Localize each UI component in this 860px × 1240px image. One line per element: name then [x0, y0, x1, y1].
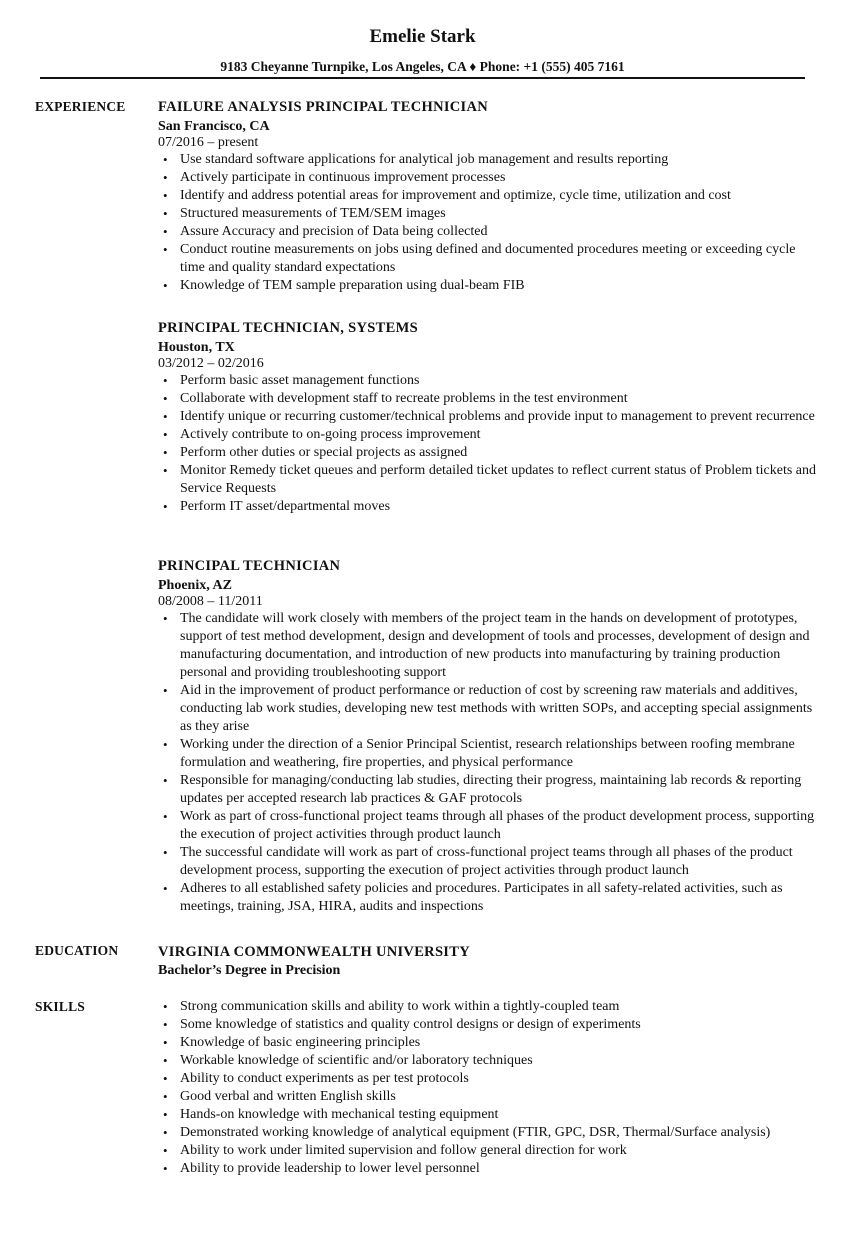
- bullet-icon: •: [163, 445, 168, 460]
- list-item: • Actively contribute to on-going process improvement: [163, 427, 481, 442]
- bullet-icon: •: [163, 224, 168, 239]
- contact-line: 9183 Cheyanne Turnpike, Los Angeles, CA ♦ Phone: +1 (555) 405 7161: [220, 59, 625, 74]
- bullet-icon: •: [163, 278, 168, 293]
- job-title: PRINCIPAL TECHNICIAN, SYSTEMS: [158, 320, 418, 336]
- school-name: VIRGINIA COMMONWEALTH UNIVERSITY: [158, 944, 470, 960]
- bullet-icon: •: [163, 463, 168, 478]
- list-item: • Responsible for managing/conducting lab studies, directing their progress, maintaining lab records & reporting updates per accepted research lab practices & GAF protocols: [163, 773, 802, 806]
- bullet-icon: •: [163, 809, 168, 824]
- list-item: • Knowledge of basic engineering principles: [163, 1035, 421, 1050]
- list-item: • Knowledge of TEM sample preparation using dual-beam FIB: [163, 278, 525, 293]
- bullet-icon: •: [163, 170, 168, 185]
- bullet-icon: •: [163, 1125, 168, 1140]
- list-item: • Perform basic asset management functions: [163, 373, 420, 388]
- bullet-icon: •: [163, 683, 168, 698]
- list-item: • Work as part of cross-functional project teams through all phases of the product development process, supporting the execution of project activities through product launch: [163, 809, 815, 842]
- job-bullets: [158, 151, 818, 295]
- job-location: San Francisco, CA: [158, 119, 270, 134]
- bullet-icon: •: [163, 737, 168, 752]
- bullet-icon: •: [163, 1143, 168, 1158]
- bullet-icon: •: [163, 881, 168, 896]
- job-entry-2: [158, 319, 818, 516]
- list-item: • Ability to conduct experiments as per test protocols: [163, 1071, 469, 1086]
- education-heading: EDUCATION: [35, 943, 119, 958]
- job-entry-1: [158, 98, 818, 295]
- bullet-icon: •: [163, 1107, 168, 1122]
- list-item: • Demonstrated working knowledge of analytical equipment (FTIR, GPC, DSR, Thermal/Surface analysis): [163, 1125, 771, 1140]
- bullet-icon: •: [163, 152, 168, 167]
- job-dates: 08/2008 – 11/2011: [158, 594, 263, 609]
- bullet-icon: •: [163, 409, 168, 424]
- bullet-icon: •: [163, 188, 168, 203]
- list-item: • Monitor Remedy ticket queues and perform detailed ticket updates to reflect current status of Problem tickets and Service Requests: [163, 463, 817, 496]
- bullet-icon: •: [163, 1089, 168, 1104]
- list-item: • Ability to work under limited supervision and follow general direction for work: [163, 1143, 627, 1158]
- skills-list: [158, 998, 818, 1178]
- bullet-icon: •: [163, 242, 168, 257]
- bullet-icon: •: [163, 845, 168, 860]
- job-bullets: [158, 372, 818, 516]
- list-item: • Adheres to all established safety policies and procedures. Participates in all safety-related activities, such as meetings, training, JSA, HIRA, audits and inspections: [163, 881, 783, 914]
- list-item: • Ability to provide leadership to lower level personnel: [163, 1161, 480, 1176]
- list-item: • The successful candidate will work as part of cross-functional project teams through all phases of the product development process, supporting the execution of project activities through product launch: [163, 845, 793, 878]
- list-item: • Identify and address potential areas for improvement and optimize, cycle time, utilization and cost: [163, 188, 731, 203]
- list-item: • Collaborate with development staff to recreate problems in the test environment: [163, 391, 628, 406]
- list-item: • The candidate will work closely with members of the project team in the hands on development of prototypes, support of test method development, design and development of tools and processes, development of design and manufacturing documentation, and introduction of new products into manufacturing by training production personal and providing troubleshooting support: [163, 611, 810, 680]
- list-item: • Assure Accuracy and precision of Data being collected: [163, 224, 488, 239]
- experience-heading: EXPERIENCE: [35, 99, 126, 114]
- bullet-icon: •: [163, 1017, 168, 1032]
- candidate-name: Emelie Stark: [369, 26, 476, 47]
- job-location: Phoenix, AZ: [158, 578, 232, 593]
- bullet-icon: •: [163, 1161, 168, 1176]
- header-divider: [40, 77, 805, 79]
- degree: Bachelor’s Degree in Precision: [158, 963, 341, 978]
- list-item: • Identify unique or recurring customer/technical problems and provide input to management to prevent recurrence: [163, 409, 815, 424]
- list-item: • Hands-on knowledge with mechanical testing equipment: [163, 1107, 499, 1122]
- education-entry: [158, 943, 818, 980]
- bullet-icon: •: [163, 427, 168, 442]
- bullet-icon: •: [163, 206, 168, 221]
- bullet-icon: •: [163, 391, 168, 406]
- bullet-icon: •: [163, 1071, 168, 1086]
- list-item: • Structured measurements of TEM/SEM images: [163, 206, 446, 221]
- list-item: • Actively participate in continuous improvement processes: [163, 170, 506, 185]
- bullet-icon: •: [163, 1035, 168, 1050]
- list-item: • Aid in the improvement of product performance or reduction of cost by screening raw materials and additives, conducting lab work studies, developing new test methods with written SOPs, and accepting special assignments as they arise: [163, 683, 813, 734]
- list-item: • Good verbal and written English skills: [163, 1089, 396, 1104]
- list-item: • Working under the direction of a Senior Principal Scientist, research relationships between roofing membrane formulation and weathering, fire properties, and physical performance: [163, 737, 795, 770]
- list-item: • Strong communication skills and ability to work within a tightly-coupled team: [163, 999, 620, 1014]
- list-item: • Perform other duties or special projects as assigned: [163, 445, 468, 460]
- bullet-icon: •: [163, 999, 168, 1014]
- list-item: • Some knowledge of statistics and quality control designs or design of experiments: [163, 1017, 641, 1032]
- job-title: PRINCIPAL TECHNICIAN: [158, 558, 341, 574]
- list-item: • Use standard software applications for analytical job management and results reporting: [163, 152, 669, 167]
- job-bullets: [158, 610, 818, 916]
- bullet-icon: •: [163, 773, 168, 788]
- job-dates: 03/2012 – 02/2016: [158, 356, 264, 371]
- bullet-icon: •: [163, 499, 168, 514]
- skills-heading: SKILLS: [35, 999, 85, 1014]
- list-item: • Workable knowledge of scientific and/or laboratory techniques: [163, 1053, 533, 1068]
- list-item: • Perform IT asset/departmental moves: [163, 499, 391, 514]
- job-dates: 07/2016 – present: [158, 135, 259, 150]
- bullet-icon: •: [163, 611, 168, 626]
- bullet-icon: •: [163, 373, 168, 388]
- bullet-icon: •: [163, 1053, 168, 1068]
- job-location: Houston, TX: [158, 340, 235, 355]
- job-title: FAILURE ANALYSIS PRINCIPAL TECHNICIAN: [158, 99, 489, 115]
- job-entry-3: [158, 557, 818, 916]
- list-item: • Conduct routine measurements on jobs using defined and documented procedures meeting or exceeding cycle time and quality standard expectations: [163, 242, 796, 275]
